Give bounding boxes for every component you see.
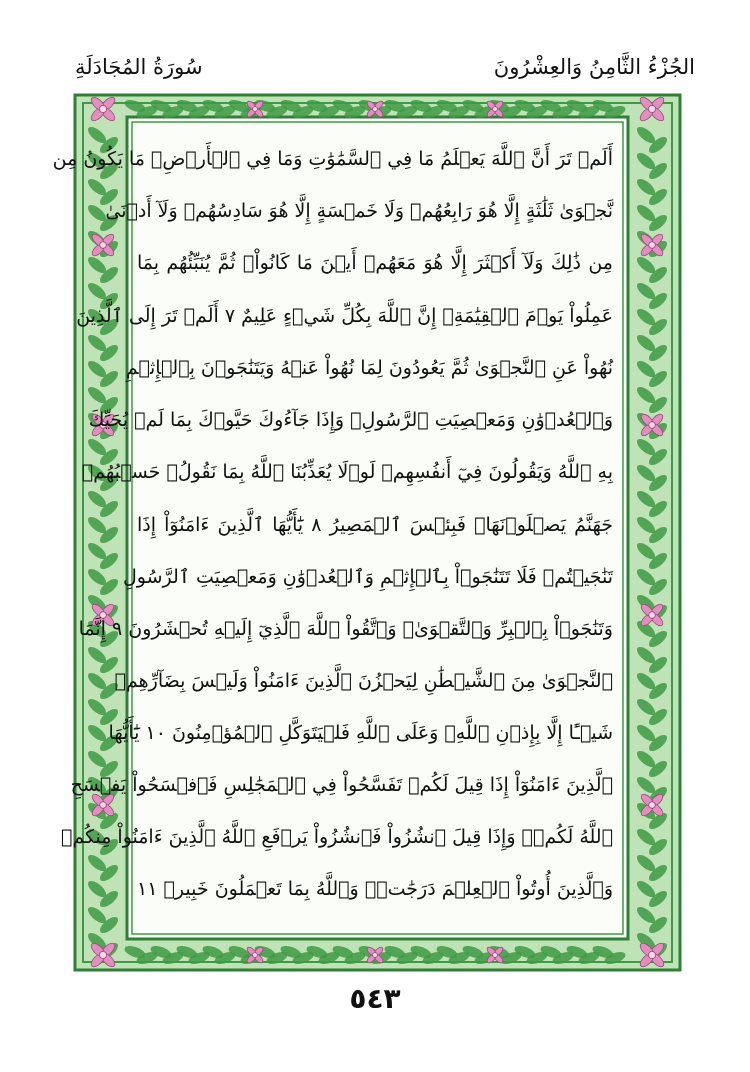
verse-line: وَٱلۡعُدۡوَٰنِ وَمَعۡصِيَتِ ٱلرَّسُولِۖ وَإِذَا جَآءُوكَ حَيَّوۡكَ بِمَا لَمۡ يُحَيِّكَ bbox=[88, 409, 613, 431]
verse-line: عَمِلُواْ يَوۡمَ ٱلۡقِيَٰمَةِۚ إِنَّ ٱللَّهَ بِكُلِّ شَيۡءٍ عَلِيمٌ ٧ أَلَمۡ تَرَ إِلَى ٱلَّذِينَ bbox=[76, 305, 613, 327]
surah-title: سُورَةُ المُجَادَلَةِ bbox=[75, 55, 203, 79]
quran-text-block bbox=[52, 127, 613, 927]
verse-line: أَلَمۡ تَرَ أَنَّ ٱللَّهَ يَعۡلَمُ مَا فِي ٱلسَّمَٰوَٰتِ وَمَا فِي ٱلۡأَرۡضِۖ مَا يَكُونُ مِن bbox=[52, 148, 613, 170]
page-number: ٥٤٣ bbox=[349, 982, 401, 1015]
juz-title: الجُزْءُ الثَّامِنُ وَالعِشْرُونَ bbox=[493, 55, 695, 79]
verse-line: مِن ذَٰلِكَ وَلَآ أَكۡثَرَ إِلَّا هُوَ مَعَهُمۡ أَيۡنَ مَا كَانُواْۖ ثُمَّ يُنَبِّئُهُم بِمَا bbox=[137, 252, 613, 274]
verse-line: وَٱلَّذِينَ أُوتُواْ ٱلۡعِلۡمَ دَرَجَٰتٖۚ وَٱللَّهُ بِمَا تَعۡمَلُونَ خَبِيرٞ ١١ bbox=[137, 878, 613, 900]
verse-line: بِهِ ٱللَّهُ وَيَقُولُونَ فِيٓ أَنفُسِهِمۡ لَوۡلَا يُعَذِّبُنَا ٱللَّهُ بِمَا نَقُولُۚ حَسۡبُهُمۡ bbox=[81, 461, 613, 483]
verse-line: ٱلَّذِينَ ءَامَنُوٓاْ إِذَا قِيلَ لَكُمۡ تَفَسَّحُواْ فِي ٱلۡمَجَٰلِسِ فَٱفۡسَحُواْ يَفۡسَحِ bbox=[70, 774, 613, 796]
verse-line: نَّجۡوَىٰ ثَلَٰثَةٍ إِلَّا هُوَ رَابِعُهُمۡ وَلَا خَمۡسَةٍ إِلَّا هُوَ سَادِسُهُمۡ وَلَآ أَدۡنَىٰ bbox=[105, 200, 613, 222]
verse-line: جَهَنَّمُ يَصۡلَوۡنَهَاۖ فَبِئۡسَ ٱلۡمَصِيرُ ٨ يَٰٓأَيُّهَا ٱلَّذِينَ ءَامَنُوٓاْ إِذَا bbox=[137, 514, 613, 536]
verse-line: شَيۡـًٔا إِلَّا بِإِذۡنِ ٱللَّهِۚ وَعَلَى ٱللَّهِ فَلۡيَتَوَكَّلِ ٱلۡمُؤۡمِنُونَ ١٠ يَٰٓأَيُّهَا bbox=[108, 722, 613, 744]
verse-line: وَتَنَٰجَوۡاْ بِٱلۡبِرِّ وَٱلتَّقۡوَىٰۖ وَٱتَّقُواْ ٱللَّهَ ٱلَّذِيٓ إِلَيۡهِ تُحۡشَرُونَ ٩ إِنَّمَا bbox=[78, 618, 613, 640]
verse-line: تَنَٰجَيۡتُمۡ فَلَا تَتَنَٰجَوۡاْ بِٱلۡإِثۡمِ وَٱلۡعُدۡوَٰنِ وَمَعۡصِيَتِ ٱلرَّسُولِ bbox=[122, 566, 613, 588]
verse-line: نُهُواْ عَنِ ٱلنَّجۡوَىٰ ثُمَّ يَعُودُونَ لِمَا نُهُواْ عَنۡهُ وَيَتَنَٰجَوۡنَ بِٱلۡإِثۡمِ bbox=[125, 357, 613, 379]
verse-line: ٱللَّهُ لَكُمۡۖ وَإِذَا قِيلَ ٱنشُزُواْ فَٱنشُزُواْ يَرۡفَعِ ٱللَّهُ ٱلَّذِينَ ءَامَنُواْ مِنكُمۡ bbox=[60, 826, 613, 848]
verse-line: ٱلنَّجۡوَىٰ مِنَ ٱلشَّيۡطَٰنِ لِيَحۡزُنَ ٱلَّذِينَ ءَامَنُواْ وَلَيۡسَ بِضَآرِّهِمۡ bbox=[114, 670, 613, 692]
